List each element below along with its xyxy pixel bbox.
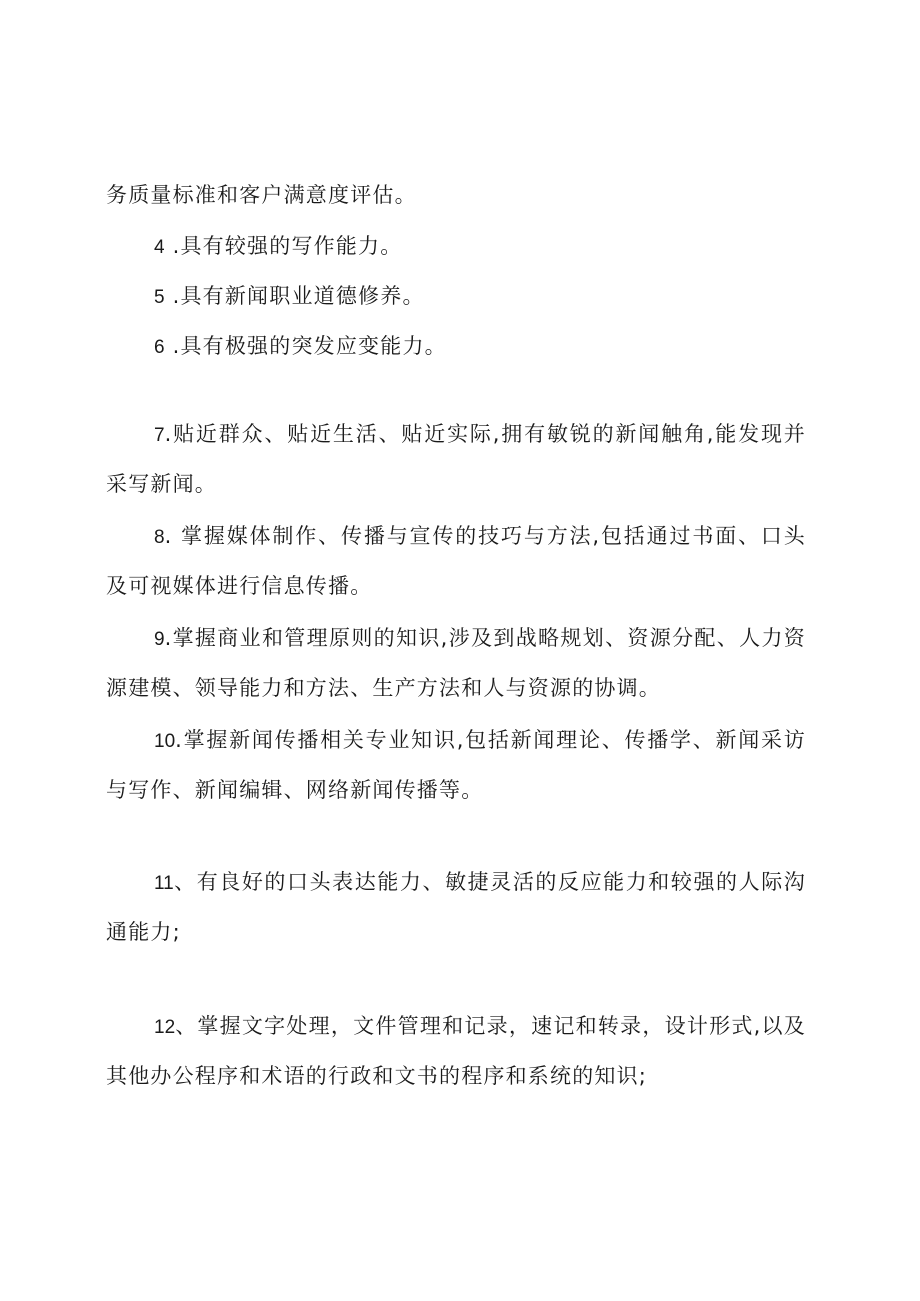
paragraph-item-8 <box>106 512 806 610</box>
paragraph-continuation <box>106 171 806 219</box>
item-number: 11 <box>154 873 174 894</box>
paragraph-item-5 <box>106 272 806 322</box>
paragraph-item-4 <box>106 222 806 272</box>
paragraph-text: .具有极强的突发应变能力。 <box>172 334 447 358</box>
item-number: 12 <box>154 1017 176 1038</box>
paragraph-text: .具有新闻职业道德修养。 <box>172 284 425 308</box>
paragraph-item-7 <box>106 410 806 508</box>
item-number: 5 <box>154 287 165 308</box>
paragraph-item-9 <box>106 614 806 712</box>
paragraph-text: 、有良好的口头表达能力、敏捷灵活的反应能力和较强的人际沟通能力; <box>106 870 806 944</box>
item-number: 8 <box>154 527 165 548</box>
paragraph-item-10 <box>106 716 806 814</box>
item-number: 9 <box>154 629 165 650</box>
paragraph-text: .掌握新闻传播相关专业知识,包括新闻理论、传播学、新闻采访与写作、新闻编辑、网络新闻传播等。 <box>106 728 806 802</box>
paragraph-text: 务质量标准和客户满意度评估。 <box>106 183 417 207</box>
paragraph-item-12 <box>106 1002 806 1100</box>
item-number: 6 <box>154 337 165 358</box>
item-number: 4 <box>154 237 165 258</box>
paragraph-item-11 <box>106 858 806 956</box>
item-number: 7 <box>154 425 165 446</box>
paragraph-text: . 掌握媒体制作、传播与宣传的技巧与方法,包括通过书面、口头及可视媒体进行信息传播。 <box>106 524 806 598</box>
item-number: 10 <box>154 731 176 752</box>
paragraph-text: .掌握商业和管理原则的知识,涉及到战略规划、资源分配、人力资源建模、领导能力和方法、生产方法和人与资源的协调。 <box>106 626 806 700</box>
paragraph-item-6 <box>106 322 806 372</box>
paragraph-text: .贴近群众、贴近生活、贴近实际,拥有敏锐的新闻触角,能发现并采写新闻。 <box>106 422 806 496</box>
paragraph-text: 、掌握文字处理，文件管理和记录，速记和转录，设计形式,以及其他办公程序和术语的行政和文书的程序和系统的知识; <box>106 1014 806 1088</box>
paragraph-text: .具有较强的写作能力。 <box>172 234 403 258</box>
